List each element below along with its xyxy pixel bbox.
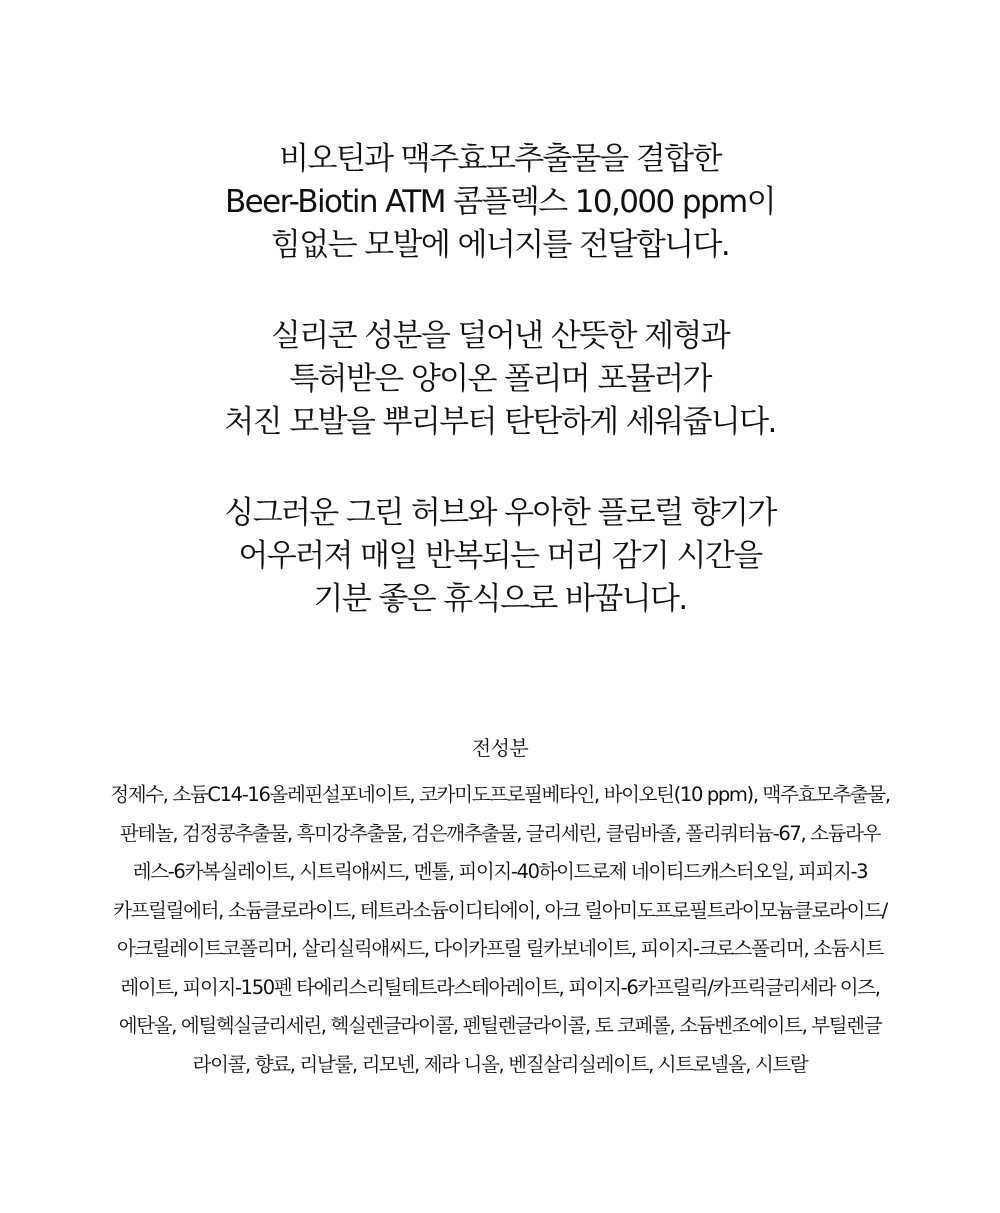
intro-paragraph-2 <box>0 315 1000 444</box>
ingredients-line: 판테놀, 검정콩추출물, 흑미강추출물, 검은깨추출물, 글리세린, 클림바졸, 폴리쿼터늄-67, 소듐라우 <box>119 821 881 845</box>
ingredients-line: 카프릴릴에터, 소듐클로라이드, 테트라소듐이디티에이, 아크 릴아미도프로필트라이모늄클로라이드/ <box>113 898 887 922</box>
intro-line: 실리콘 성분을 덜어낸 산뜻한 제형과 <box>270 318 730 354</box>
ingredients-line: 정제수, 소듐C14-16올레핀설포네이트, 코카미도프로필베타인, 바이오틴(10 ppm), 맥주효모추출물, <box>110 783 890 806</box>
ingredients-section <box>40 734 960 1084</box>
intro-line: 비오틴과 맥주효모추출물을 결합한 <box>279 141 721 177</box>
intro-line: 싱그러운 그린 허브와 우아한 플로럴 향기가 <box>224 495 776 531</box>
intro-paragraph-3 <box>0 492 1000 621</box>
intro-line: 어우러져 매일 반복되는 머리 감기 시간을 <box>238 538 762 574</box>
intro-paragraph-1 <box>0 138 1000 267</box>
ingredients-line: 아크릴레이트코폴리머, 살리실릭애씨드, 다이카프릴 릴카보네이트, 피이지-크로스폴리머, 소듐시트 <box>116 937 884 960</box>
intro-line: 처진 모발을 뿌리부터 탄탄하게 세워줍니다. <box>224 404 776 440</box>
ingredients-line: 에탄올, 에틸헥실글리세린, 헥실렌글라이콜, 펜틸렌글라이콜, 토 코페롤, 소듐벤조에이트, 부틸렌글 <box>118 1014 882 1037</box>
ingredients-title: 전성분 <box>471 736 529 760</box>
ingredients-line: 레스-6카복실레이트, 시트릭애씨드, 멘톨, 피이지-40하이드로제 네이티드캐스터오일, 피피지-3 <box>132 860 868 883</box>
intro-line: 힘없는 모발에 에너지를 전달합니다. <box>270 227 730 263</box>
intro-line: 기분 좋은 휴식으로 바꿉니다. <box>313 581 687 617</box>
intro-copy <box>0 138 1000 669</box>
intro-line: Beer-Biotin ATM 콤플렉스 10,000 ppm이 <box>225 184 775 220</box>
intro-line: 특허받은 양이온 폴리머 포뮬러가 <box>289 361 711 397</box>
ingredients-line: 라이콜, 향료, 리날룰, 리모넨, 제라 니올, 벤질살리실레이트, 시트로넬올, 시트랄 <box>192 1052 808 1076</box>
ingredients-line: 레이트, 피이지-150펜 타에리스리틸테트라스테아레이트, 피이지-6카프릴릭/카프릭글리세라 이즈, <box>120 975 880 999</box>
